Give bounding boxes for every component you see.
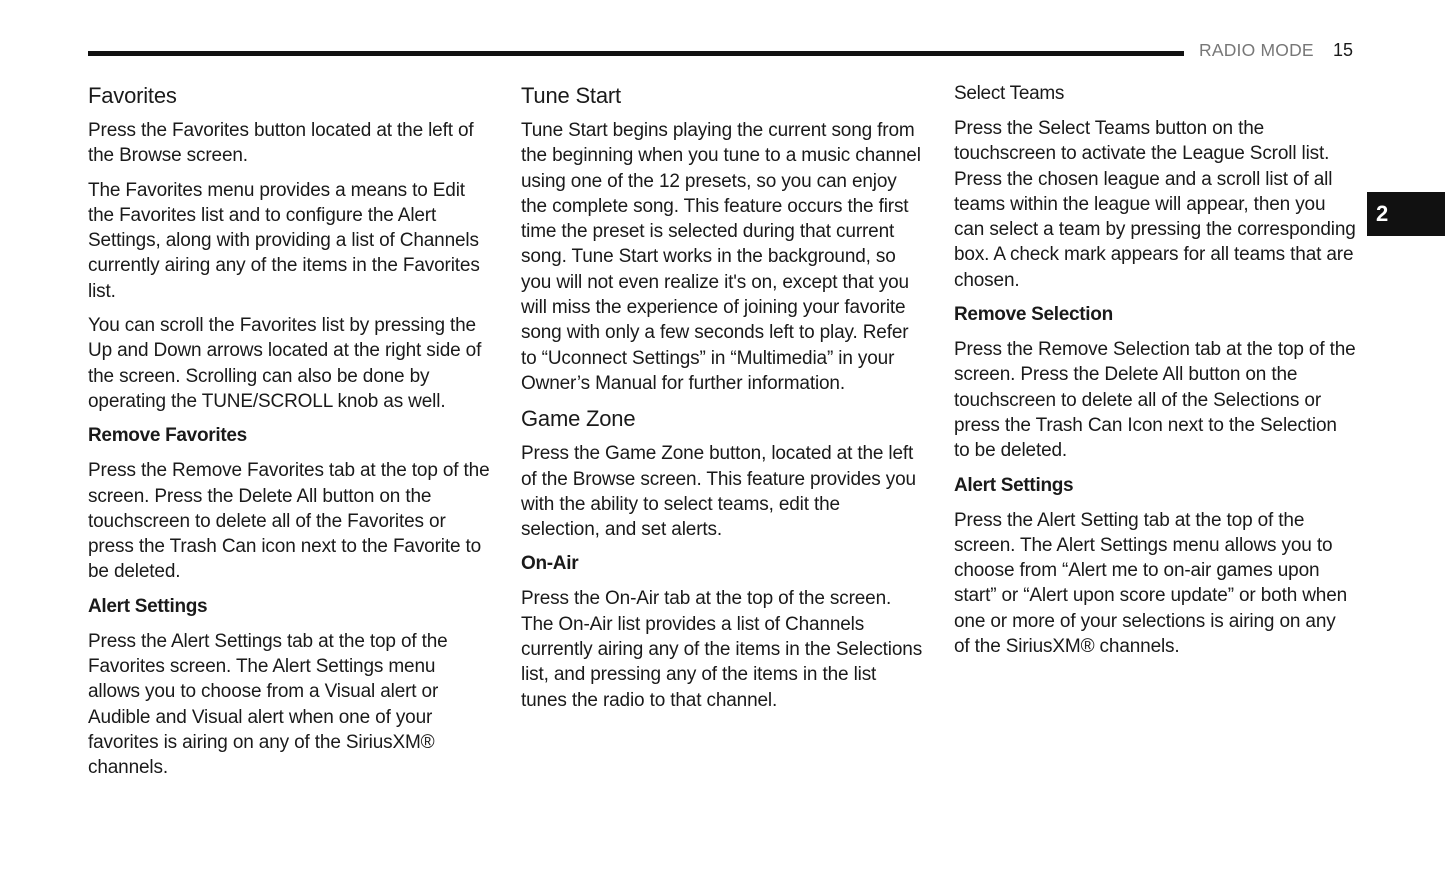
heading-alert-settings-favorites: Alert Settings <box>88 595 208 617</box>
paragraph-select-teams: Press the Select Teams button on the touchscreen to activate the League Scroll list. Press the chosen league and a scroll list of all teams within the league will appear, then you can select a team by pressing the corresponding box. A check mark appears for all teams that are chosen. <box>954 118 1356 291</box>
heading-alert-settings-game-zone: Alert Settings <box>954 474 1074 496</box>
heading-select-teams: Select Teams <box>954 83 1065 104</box>
heading-remove-favorites: Remove Favorites <box>88 425 247 447</box>
heading-tune-start: Tune Start <box>521 83 621 108</box>
paragraph-alert-settings-favorites: Press the Alert Settings tab at the top of the Favorites screen. The Alert Settings menu allows you to choose from a Visual alert or Audible and Visual alert when one of your favorites is airing on any of the SiriusXM® channels. <box>88 630 448 779</box>
heading-favorites: Favorites <box>88 83 177 108</box>
column-tune-start <box>521 82 923 722</box>
heading-remove-selection: Remove Selection <box>954 304 1113 326</box>
page-number: 15 <box>1333 40 1354 60</box>
column-select-teams <box>954 81 1356 668</box>
column-favorites <box>88 82 490 790</box>
paragraph-tune-start: Tune Start begins playing the current song from the beginning when you tune to a music channel using one of the 12 presets, so you can enjoy the complete song. This feature occurs the first time the preset is selected during that current song. Tune Start works in the background, so you will not even realize it's on, except that you will miss the experience of joining your favorite song with only a few seconds left to play. Refer to “Uconnect Settings” in “Multimedia” in your Owner’s Manual for further information. <box>521 120 921 394</box>
header-rule <box>88 51 1184 56</box>
paragraph-favorites-button: Press the Favorites button located at the left of the Browse screen. <box>88 120 474 167</box>
paragraph-favorites-menu: The Favorites menu provides a means to Edit the Favorites list and to configure the Alert Settings, along with providing a list of Channels currently airing any of the items in the Favorites list. <box>88 179 480 302</box>
paragraph-remove-selection: Press the Remove Selection tab at the top of the screen. Press the Delete All button on the touchscreen to delete all of the Selections or press the Trash Can Icon next to the Selection to be deleted. <box>954 339 1356 462</box>
paragraph-favorites-scroll: You can scroll the Favorites list by pressing the Up and Down arrows located at the right side of the screen. Scrolling can also be done by operating the TUNE/SCROLL knob as well. <box>88 315 482 412</box>
paragraph-on-air: Press the On-Air tab at the top of the screen. The On-Air list provides a list of Channels currently airing any of the items in the Selections list, and pressing any of the items in the list tunes the radio to that channel. <box>521 588 923 711</box>
paragraph-remove-favorites: Press the Remove Favorites tab at the top of the screen. Press the Delete All button on the touchscreen to delete all of the Favorites or press the Trash Can icon next to the Favorite to be deleted. <box>88 460 490 583</box>
chapter-tab: 2 <box>1367 192 1445 236</box>
heading-on-air: On-Air <box>521 553 579 575</box>
paragraph-game-zone: Press the Game Zone button, located at the left of the Browse screen. This feature provides you with the ability to select teams, edit the selection, and set alerts. <box>521 443 916 541</box>
paragraph-alert-settings-game-zone: Press the Alert Setting tab at the top of the screen. The Alert Settings menu allows you to choose from “Alert me to on-air games upon start” or “Alert upon score update” or both when one or more of your selections is airing on any of the SiriusXM® channels. <box>954 509 1348 658</box>
running-header-section: RADIO MODE <box>1199 40 1314 60</box>
heading-game-zone: Game Zone <box>521 406 636 432</box>
